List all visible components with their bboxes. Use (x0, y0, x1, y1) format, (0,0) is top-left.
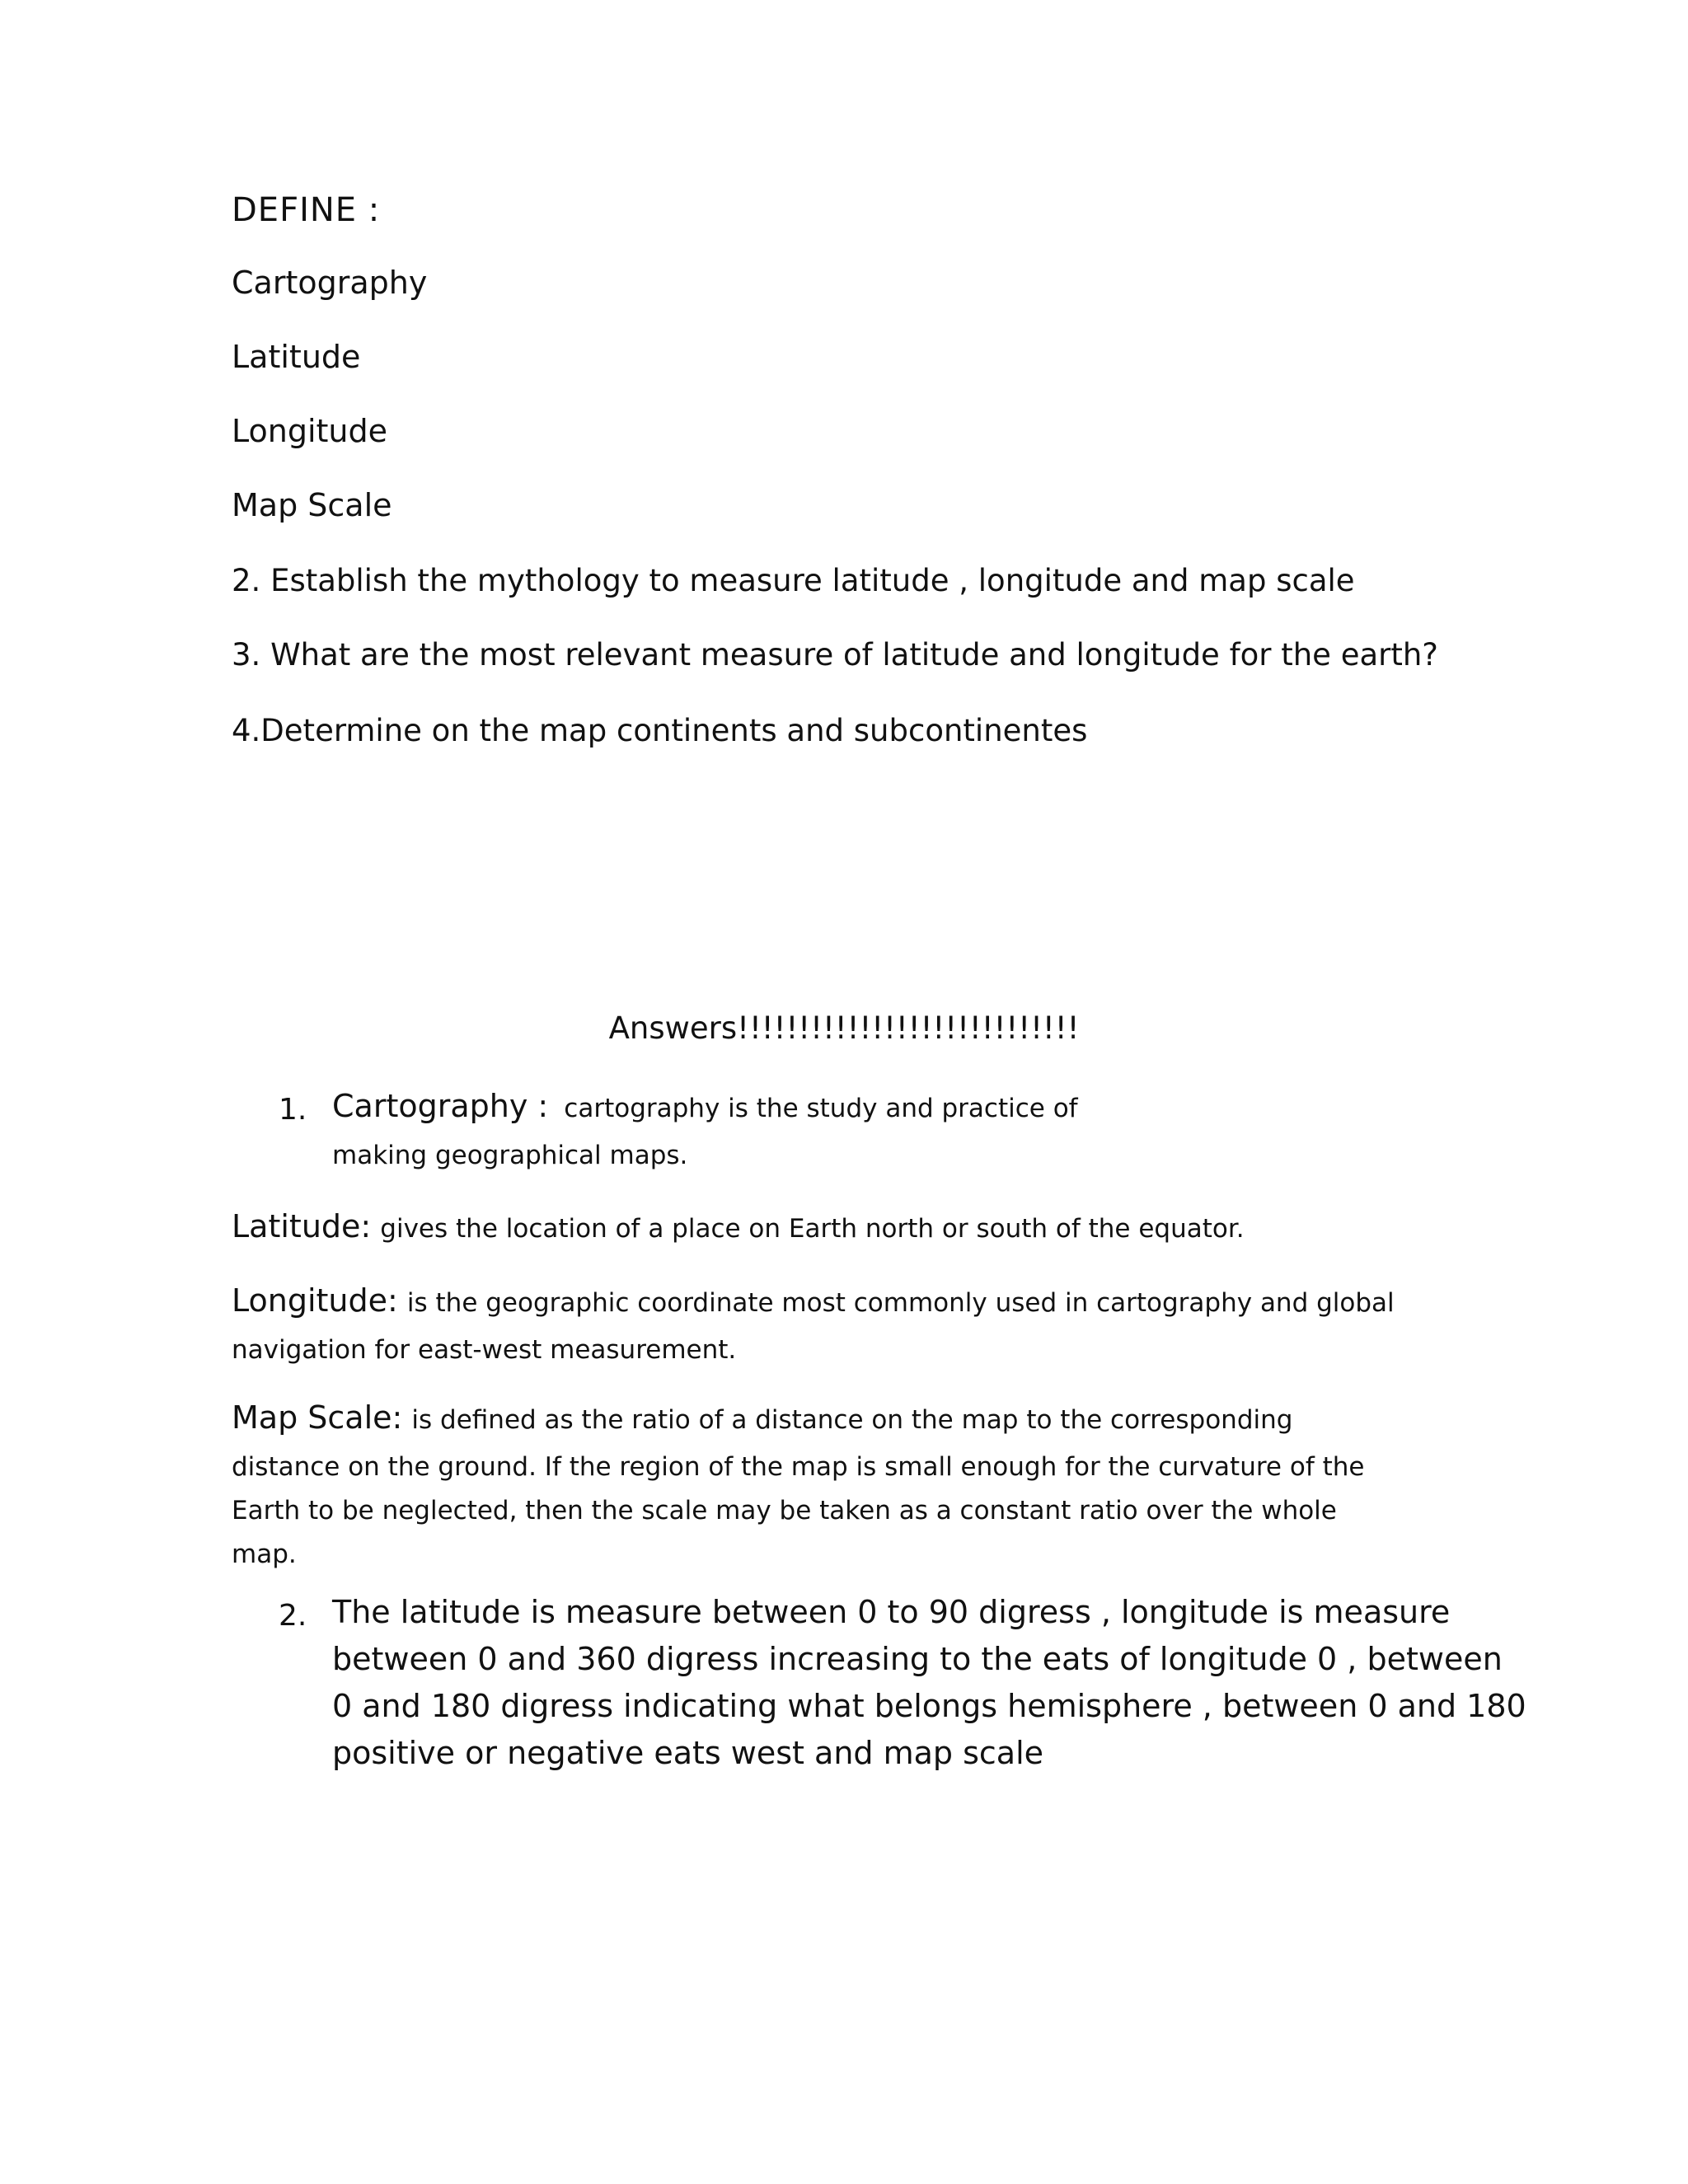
term-cartography: Cartography (232, 265, 428, 301)
answer-2 (332, 1589, 1526, 1777)
answer-1-number: 1. (279, 1093, 307, 1127)
define-heading: DEFINE : (232, 191, 381, 229)
answer-longitude-def-2: navigation for east-west measurement. (232, 1335, 737, 1365)
answer-longitude-def-1: is the geographic coordinate most commonly used in cartography and global (406, 1288, 1395, 1318)
term-latitude: Latitude (232, 339, 361, 375)
answer-map-scale-def-1: is defined as the ratio of a distance on the map to the corresponding (411, 1405, 1293, 1435)
answer-latitude-term: Latitude: (232, 1208, 372, 1244)
answer-2-line-2: between 0 and 360 digress increasing to the eats of longitude 0 , between (332, 1641, 1503, 1677)
answer-2-line-1: The latitude is measure between 0 to 90 digress , longitude is measure (332, 1594, 1451, 1630)
answer-cartography-def-2: making geographical maps. (332, 1141, 688, 1170)
answer-longitude-term: Longitude: (232, 1282, 398, 1319)
answer-2-line-3: 0 and 180 digress indicating what belongs hemisphere , between 0 and 180 (332, 1688, 1526, 1724)
answer-map-scale-def-4: map. (232, 1540, 297, 1569)
question-2: 2. Establish the mythology to measure latitude , longitude and map scale (232, 563, 1355, 598)
answer-map-scale-term: Map Scale: (232, 1399, 403, 1436)
answer-map-scale (232, 1396, 1364, 1577)
term-longitude: Longitude (232, 413, 387, 449)
answer-longitude (232, 1279, 1395, 1372)
answer-latitude (232, 1205, 1245, 1254)
answer-cartography-def-1: cartography is the study and practice of (564, 1094, 1078, 1123)
question-3: 3. What are the most relevant measure of latitude and longitude for the earth? (232, 637, 1438, 673)
term-map-scale: Map Scale (232, 487, 392, 523)
answers-title: Answers!!!!!!!!!!!!!!!!!!!!!!!!!!!! (608, 1010, 1080, 1046)
answer-latitude-def: gives the location of a place on Earth north or south of the equator. (380, 1214, 1245, 1244)
answer-cartography-term: Cartography : (332, 1088, 549, 1124)
answer-map-scale-def-2: distance on the ground. If the region of the map is small enough for the curvature of the (232, 1452, 1365, 1482)
answer-2-number: 2. (279, 1599, 307, 1633)
answer-2-line-4: positive or negative eats west and map scale (332, 1735, 1044, 1771)
answer-map-scale-def-3: Earth to be neglected, then the scale may be taken as a constant ratio over the whole (232, 1496, 1337, 1526)
question-4: 4.Determine on the map continents and subcontinentes (232, 713, 1088, 748)
answer-cartography (332, 1085, 1078, 1178)
